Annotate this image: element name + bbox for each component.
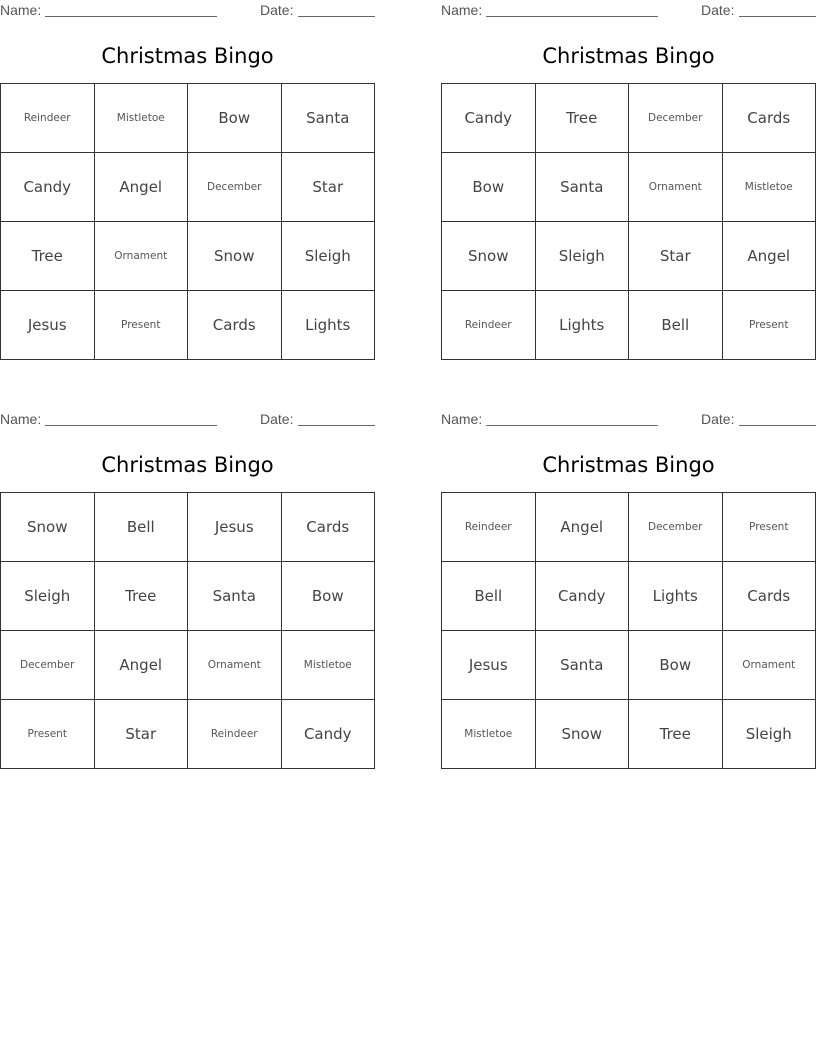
name-date-row: [0, 409, 375, 431]
grid-row: [1, 153, 375, 222]
date-label: Date:: [260, 411, 294, 427]
bingo-cell[interactable]: Jesus: [1, 291, 95, 360]
bingo-cell[interactable]: Bow: [281, 562, 375, 631]
date-blank[interactable]: [298, 425, 375, 426]
bingo-grid: [0, 83, 375, 360]
bingo-cell[interactable]: Reindeer: [1, 84, 95, 153]
bingo-cell[interactable]: Candy: [281, 700, 375, 769]
bingo-cell[interactable]: Santa: [535, 153, 629, 222]
name-label: Name:: [441, 411, 483, 427]
name-label: Name:: [441, 2, 483, 18]
bingo-cell[interactable]: Tree: [1, 222, 95, 291]
bingo-card: [0, 409, 375, 769]
bingo-cell[interactable]: Bow: [442, 153, 536, 222]
bingo-cell[interactable]: Snow: [442, 222, 536, 291]
bingo-cell[interactable]: Angel: [535, 493, 629, 562]
bingo-cell[interactable]: December: [629, 84, 723, 153]
bingo-cell[interactable]: Lights: [629, 562, 723, 631]
bingo-cell[interactable]: Jesus: [188, 493, 282, 562]
bingo-cell[interactable]: Bell: [94, 493, 188, 562]
name-label: Name:: [0, 2, 42, 18]
bingo-cell[interactable]: Bow: [188, 84, 282, 153]
bingo-cell[interactable]: Reindeer: [442, 493, 536, 562]
bingo-cell[interactable]: Ornament: [188, 631, 282, 700]
bingo-cell[interactable]: Sleigh: [535, 222, 629, 291]
bingo-cell[interactable]: December: [188, 153, 282, 222]
bingo-cell[interactable]: Jesus: [442, 631, 536, 700]
grid-row: [1, 291, 375, 360]
bingo-cell[interactable]: Candy: [442, 84, 536, 153]
bingo-cell[interactable]: Bow: [629, 631, 723, 700]
bingo-cell[interactable]: Cards: [722, 84, 816, 153]
grid-row: [1, 562, 375, 631]
grid-row: [442, 222, 816, 291]
bingo-card: [0, 0, 375, 360]
bingo-cell[interactable]: Tree: [94, 562, 188, 631]
grid-row: [1, 631, 375, 700]
date-blank[interactable]: [739, 16, 816, 17]
bingo-cell[interactable]: Reindeer: [442, 291, 536, 360]
grid-row: [442, 493, 816, 562]
bingo-cell[interactable]: December: [1, 631, 95, 700]
bingo-cell[interactable]: Reindeer: [188, 700, 282, 769]
bingo-cell[interactable]: Present: [722, 493, 816, 562]
bingo-grid: [441, 83, 816, 360]
bingo-cell[interactable]: Present: [94, 291, 188, 360]
bingo-cell[interactable]: Snow: [1, 493, 95, 562]
name-blank[interactable]: [45, 425, 217, 426]
bingo-cell[interactable]: Candy: [535, 562, 629, 631]
name-date-row: [0, 0, 375, 22]
grid-row: [1, 493, 375, 562]
bingo-cell[interactable]: Snow: [188, 222, 282, 291]
date-label: Date:: [701, 2, 735, 18]
bingo-cell[interactable]: Bell: [442, 562, 536, 631]
card-title: Christmas Bingo: [101, 44, 274, 68]
bingo-cell[interactable]: Cards: [281, 493, 375, 562]
bingo-cell[interactable]: Cards: [188, 291, 282, 360]
bingo-cell[interactable]: Angel: [722, 222, 816, 291]
card-title: Christmas Bingo: [542, 44, 715, 68]
name-blank[interactable]: [486, 16, 658, 17]
bingo-card: [441, 409, 816, 769]
grid-row: [442, 631, 816, 700]
grid-row: [442, 84, 816, 153]
bingo-cell[interactable]: Present: [1, 700, 95, 769]
bingo-cell[interactable]: Mistletoe: [94, 84, 188, 153]
date-label: Date:: [260, 2, 294, 18]
bingo-cell[interactable]: Mistletoe: [442, 700, 536, 769]
date-label: Date:: [701, 411, 735, 427]
bingo-cell[interactable]: Lights: [535, 291, 629, 360]
bingo-cell[interactable]: Present: [722, 291, 816, 360]
name-label: Name:: [0, 411, 42, 427]
bingo-cell[interactable]: Santa: [281, 84, 375, 153]
name-date-row: [441, 0, 816, 22]
name-blank[interactable]: [486, 425, 658, 426]
date-blank[interactable]: [298, 16, 375, 17]
bingo-grid: [0, 492, 375, 769]
bingo-cell[interactable]: Snow: [535, 700, 629, 769]
bingo-cell[interactable]: Angel: [94, 153, 188, 222]
name-date-row: [441, 409, 816, 431]
grid-row: [442, 562, 816, 631]
bingo-cell[interactable]: Candy: [1, 153, 95, 222]
bingo-cell[interactable]: Tree: [629, 700, 723, 769]
bingo-cell[interactable]: Ornament: [629, 153, 723, 222]
bingo-cell[interactable]: Santa: [188, 562, 282, 631]
bingo-cell[interactable]: Sleigh: [281, 222, 375, 291]
bingo-cell[interactable]: Sleigh: [722, 700, 816, 769]
bingo-cell[interactable]: Bell: [629, 291, 723, 360]
bingo-cell[interactable]: Cards: [722, 562, 816, 631]
bingo-card: [441, 0, 816, 360]
bingo-cell[interactable]: Sleigh: [1, 562, 95, 631]
bingo-cell[interactable]: Star: [629, 222, 723, 291]
card-title: Christmas Bingo: [542, 453, 715, 477]
bingo-cell[interactable]: Santa: [535, 631, 629, 700]
bingo-cell[interactable]: Star: [281, 153, 375, 222]
name-blank[interactable]: [45, 16, 217, 17]
bingo-cell[interactable]: Tree: [535, 84, 629, 153]
bingo-cell[interactable]: Ornament: [722, 631, 816, 700]
bingo-cell[interactable]: Mistletoe: [281, 631, 375, 700]
date-blank[interactable]: [739, 425, 816, 426]
card-title: Christmas Bingo: [101, 453, 274, 477]
grid-row: [442, 153, 816, 222]
bingo-cell[interactable]: Ornament: [94, 222, 188, 291]
grid-row: [442, 700, 816, 769]
bingo-cell[interactable]: Lights: [281, 291, 375, 360]
grid-row: [1, 700, 375, 769]
grid-row: [1, 222, 375, 291]
grid-row: [1, 84, 375, 153]
bingo-grid: [441, 492, 816, 769]
bingo-cell[interactable]: Star: [94, 700, 188, 769]
grid-row: [442, 291, 816, 360]
bingo-cell[interactable]: Mistletoe: [722, 153, 816, 222]
bingo-cell[interactable]: Angel: [94, 631, 188, 700]
bingo-cell[interactable]: December: [629, 493, 723, 562]
